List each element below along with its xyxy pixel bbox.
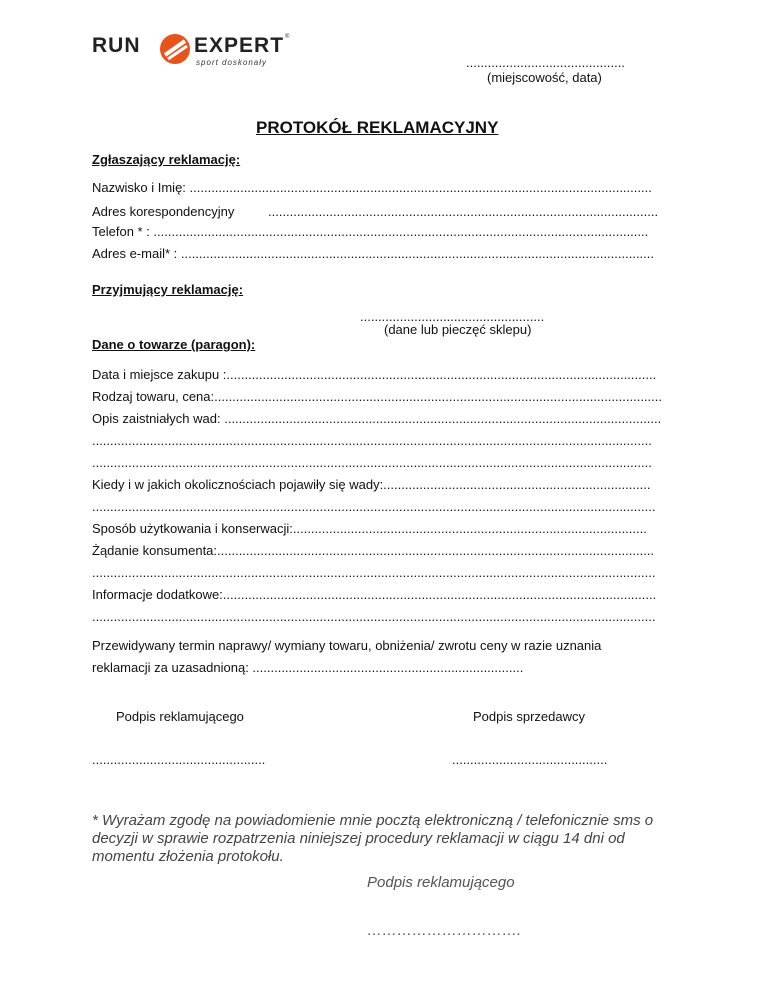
field-blank-line[interactable]: ........................................................................................................................................................... bbox=[92, 455, 652, 470]
logo-swoosh-icon bbox=[158, 32, 192, 66]
repair-deadline[interactable]: reklamacji za uzasadnioną: ........................................................................... bbox=[92, 660, 524, 675]
final-signature-dots[interactable]: …………………………. bbox=[367, 922, 522, 939]
consent-line-1: * Wyrażam zgodę na powiadomienie mnie pocztą elektroniczną / telefonicznie sms o bbox=[92, 812, 654, 829]
field-blank-line[interactable]: ............................................................................................................................................................ bbox=[92, 609, 656, 624]
receiver-dots[interactable]: ................................................... bbox=[360, 309, 545, 324]
field-blank-line[interactable]: ............................................................................................................................................................ bbox=[92, 499, 656, 514]
field-blank-line[interactable]: ............................................................................................................................................................ bbox=[92, 565, 656, 580]
complainant-heading: Zgłaszający reklamację: bbox=[92, 152, 241, 167]
field-purchase[interactable]: Data i miejsce zakupu :....................................................................................................................... bbox=[92, 367, 657, 382]
final-signature-label: Podpis reklamującego bbox=[367, 874, 515, 891]
field-blank-line[interactable]: ........................................................................................................................................................... bbox=[92, 433, 652, 448]
field-product-type[interactable]: Rodzaj towaru, cena:............................................................................................................................ bbox=[92, 389, 662, 404]
field-when[interactable]: Kiedy i w jakich okolicznościach pojawiły się wady:.......................................................................... bbox=[92, 477, 651, 492]
field-address[interactable]: ............................................................................................................ bbox=[268, 204, 659, 219]
signature-complainant-label: Podpis reklamującego bbox=[116, 709, 244, 724]
field-additional-info[interactable]: Informacje dodatkowe:........................................................................................................................ bbox=[92, 587, 657, 602]
field-usage[interactable]: Sposób użytkowania i konserwacji:.................................................................................................. bbox=[92, 521, 647, 536]
logo-registered-mark: ® bbox=[285, 34, 290, 40]
signature-complainant-dots[interactable]: ................................................ bbox=[92, 752, 266, 767]
consent-line-3: momentu złożenia protokołu. bbox=[92, 848, 284, 865]
repair-text: Przewidywany termin naprawy/ wymiany towaru, obniżenia/ zwrotu ceny w razie uznania bbox=[92, 638, 602, 653]
receiver-label: (dane lub pieczęć sklepu) bbox=[384, 322, 532, 337]
page-title: PROTOKÓŁ REKLAMACYJNY bbox=[256, 118, 499, 137]
company-logo bbox=[92, 34, 292, 70]
field-demand[interactable]: Żądanie konsumenta:......................................................................................................................... bbox=[92, 543, 655, 558]
logo-text-expert: EXPERT bbox=[194, 34, 285, 57]
field-defects[interactable]: Opis zaistniałych wad: ......................................................................................................................... bbox=[92, 411, 662, 426]
consent-line-2: decyzji w sprawie rozpatrzenia niniejszej procedury reklamacji w ciągu 14 dni od bbox=[92, 830, 625, 847]
place-date-dots: ............................................ bbox=[466, 55, 625, 70]
place-date-label: (miejscowość, data) bbox=[487, 70, 602, 85]
product-heading: Dane o towarze (paragon): bbox=[92, 337, 256, 352]
receiver-heading: Przyjmujący reklamację: bbox=[92, 282, 244, 297]
signature-seller-label: Podpis sprzedawcy bbox=[473, 709, 585, 724]
field-address-label: Adres korespondencyjny bbox=[92, 204, 235, 219]
logo-text-run: RUN bbox=[92, 34, 141, 57]
logo-tagline: sport doskonały bbox=[196, 58, 268, 67]
signature-seller-dots[interactable]: ........................................... bbox=[452, 752, 608, 767]
field-phone[interactable]: Telefon * : ......................................................................................................................................... bbox=[92, 224, 649, 239]
field-email[interactable]: Adres e-mail* : ................................................................................................................................... bbox=[92, 246, 655, 261]
field-name[interactable]: Nazwisko i Imię: ................................................................................................................................ bbox=[92, 180, 652, 195]
